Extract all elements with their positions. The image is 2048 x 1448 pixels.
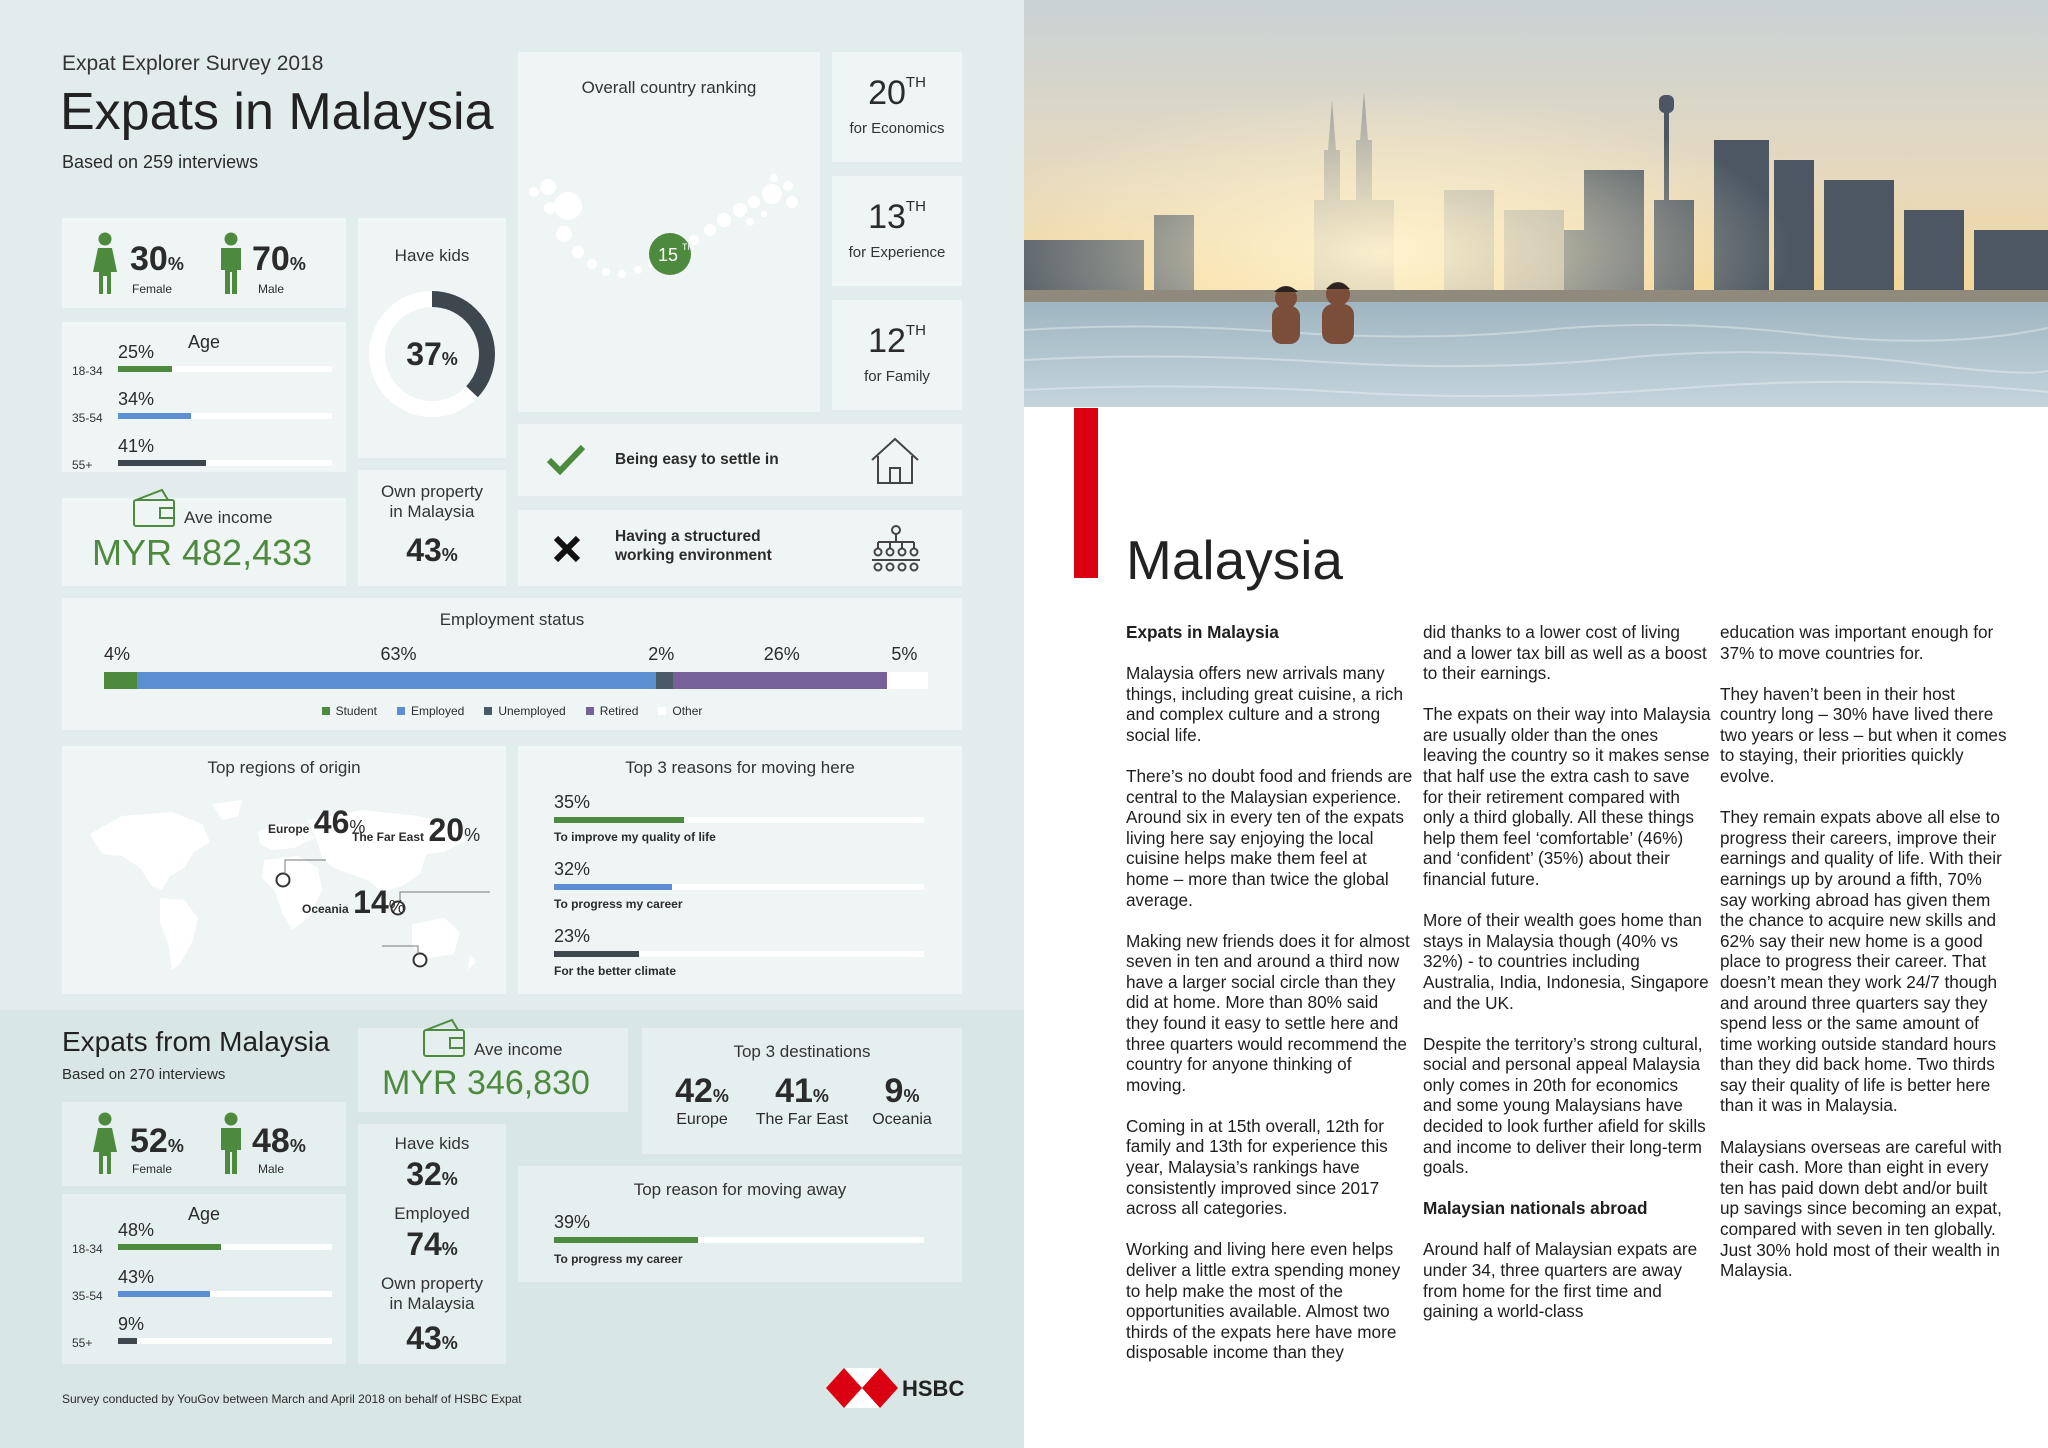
destination-name: Europe — [676, 1111, 728, 1128]
region-europe-value: 46 — [313, 804, 350, 840]
employment-value: 26% — [763, 644, 800, 664]
hsbc-text: HSBC — [902, 1376, 965, 1401]
age-value: 43% — [118, 1267, 155, 1287]
property-value: 43 — [406, 532, 442, 568]
regions-card: Top regions of origin Europe 46% The Far East 20% Oceania 14% — [62, 746, 506, 994]
region-europe-label: Europe — [268, 822, 310, 836]
age-value: 9% — [118, 1314, 145, 1334]
destinations-card — [642, 1028, 962, 1154]
kids-label: Have kids — [394, 246, 470, 265]
ranking-suffix: TH — [682, 242, 694, 252]
employment-value: 4% — [104, 644, 131, 664]
from-age-card — [62, 1194, 346, 1364]
female-icon — [90, 1112, 120, 1176]
employment-value: 63% — [380, 644, 417, 664]
away-title: Top reason for moving away — [633, 1180, 847, 1199]
from-income-value: MYR 346,830 — [382, 1064, 590, 1102]
legend-swatch — [397, 707, 405, 715]
legend-label: Other — [672, 704, 703, 718]
destination-name: Oceania — [872, 1111, 932, 1128]
legend-swatch — [322, 707, 330, 715]
income-label: Ave income — [184, 508, 273, 527]
male-label: Male — [258, 282, 285, 296]
away-bar — [554, 1237, 698, 1243]
settle-positive-card — [518, 424, 962, 496]
age-track — [118, 366, 332, 372]
employment-bar — [104, 672, 928, 689]
age-range: 35-54 — [72, 1289, 103, 1303]
property-label-2: in Malaysia — [389, 502, 475, 521]
article-column-2 — [1423, 622, 1711, 1342]
article-paragraph: Malaysians overseas are careful with their cash. More than eight in every ten has paid down debt and/or built up savings since becoming an expat, compared with seven in ten globally. Just 30% hold most of their wealth in Malaysia. — [1720, 1136, 2002, 1281]
destinations-title: Top 3 destinations — [733, 1042, 871, 1061]
rank-number — [832, 322, 962, 361]
rank-number — [832, 198, 962, 237]
from-interviews: Based on 270 interviews — [62, 1066, 226, 1083]
region-fareast-label: The Far East — [352, 830, 425, 844]
reason-value: 32% — [554, 859, 591, 879]
age-title: Age — [188, 332, 221, 352]
legend-swatch — [586, 707, 594, 715]
rank-card — [832, 176, 962, 286]
house-icon — [868, 436, 922, 486]
rank-label: for Family — [864, 368, 930, 385]
article-paragraph: Working and living here even helps deliver a little extra spending money to help make the most of the opportunities available. Almost two thirds of the expats here have more disposable income than they — [1126, 1239, 1401, 1363]
from-employed-label: Employed — [394, 1204, 470, 1223]
legend-label: Unemployed — [498, 704, 566, 718]
kids-card: Have kids 37% — [358, 218, 506, 458]
rank-card — [832, 52, 962, 162]
age-bar — [118, 1244, 221, 1250]
survey-label: Expat Explorer Survey 2018 — [62, 52, 324, 75]
page-title: Expats in Malaysia — [60, 83, 494, 141]
regions-title: Top regions of origin — [207, 758, 361, 777]
employment-segment — [104, 672, 137, 689]
reason-track — [554, 817, 924, 823]
legend-label: Retired — [599, 704, 639, 718]
income-value: MYR 482,433 — [92, 532, 313, 573]
article-subheading: Expats in Malaysia — [1126, 622, 1279, 642]
from-female-label: Female — [132, 1162, 173, 1176]
age-track — [118, 1338, 332, 1344]
reason-track — [554, 884, 924, 890]
age-bar — [118, 460, 206, 466]
rank-number-value: 20 — [868, 74, 906, 112]
reason-label: For the better climate — [554, 964, 677, 978]
age-range: 55+ — [72, 1336, 93, 1350]
article-paragraph: Making new friends does it for almost seven in ten and around a third now have a larger social circle than they did at home. More than 80% said they found it easy to settle here and three quarters would recommend the country for anyone thinking of moving. — [1126, 930, 1410, 1095]
destination: 9% Oceania — [852, 1072, 952, 1129]
from-property-label-2: in Malaysia — [389, 1294, 475, 1313]
article-paragraph: education was important enough for 37% to move countries for. — [1720, 622, 1994, 663]
employment-legend — [62, 704, 962, 718]
legend-swatch — [658, 707, 666, 715]
employment-value: 2% — [648, 644, 675, 664]
age-range: 18-34 — [72, 1242, 103, 1256]
destination-value: 42 — [675, 1072, 713, 1110]
age-range: 55+ — [72, 458, 93, 472]
male-pct: 70 — [252, 240, 290, 278]
gender-card: 30% Female 70% Male — [62, 218, 346, 308]
from-female-pct: 52 — [130, 1122, 168, 1160]
age-track — [118, 1291, 332, 1297]
female-label: Female — [132, 282, 173, 296]
ranking-label: Overall country ranking — [581, 78, 757, 97]
away-track — [554, 1237, 924, 1243]
article-heading: Malaysia — [1126, 529, 1344, 591]
accent-bar — [1074, 408, 1098, 578]
rank-suffix: TH — [905, 74, 926, 91]
kids-value: 37 — [406, 336, 442, 372]
settle-negative-card — [518, 510, 962, 586]
hsbc-hexagon-icon — [826, 1368, 898, 1408]
from-age-title: Age — [188, 1204, 221, 1224]
rank-number — [832, 74, 962, 113]
ranking-dot-curve — [528, 172, 810, 352]
destination-name: The Far East — [755, 1111, 849, 1128]
reason-bar — [554, 817, 684, 823]
footer-note: Survey conducted by YouGov between March and April 2018 on behalf of HSBC Expat — [62, 1392, 522, 1406]
income-card — [62, 498, 346, 586]
article-paragraph: Malaysia offers new arrivals many things, including great cuisine, a rich and complex culture and a strong social life. — [1126, 663, 1404, 745]
article-paragraph: There’s no doubt food and friends are central to the Malaysian experience. Around six in every ten of the expats living here say enjoying the local cuisine helps make them feel at home – more than twice the global average. — [1126, 765, 1413, 910]
reason-bar — [554, 951, 639, 957]
employment-segment — [137, 672, 656, 689]
age-card — [62, 322, 346, 472]
article-paragraph: Despite the territory’s strong cultural, social and personal appeal Malaysia only comes in 20th for economics and some young Malaysians have decided to look further afield for skills and income to deliver their long-term goals. — [1423, 1033, 1706, 1178]
article-paragraph: More of their wealth goes home than stays in Malaysia though (40% vs 32%) - to countries including Australia, India, Indonesia, Singapore and the UK. — [1423, 910, 1709, 1013]
region-oceania-value: 14 — [353, 884, 389, 920]
destination: 41% The Far East — [752, 1072, 852, 1129]
article-paragraph: They remain expats above all else to progress their careers, improve their earnings and quality of life. With their earnings up by around a fifth, 70% say working abroad has given them the chance to acquire new skills and 62% say their new home is a good place to progress their career. That doesn’t mean they work 24/7 though and around three quarters say they spend less or the same amount of time working outside standard hours than they did back home. Two thirds say their quality of life is better here than it was in Malaysia. — [1720, 807, 2002, 1116]
reasons-card — [518, 746, 962, 994]
legend-item — [586, 704, 639, 718]
rank-suffix: TH — [905, 322, 926, 339]
age-value: 48% — [118, 1220, 155, 1240]
from-male-pct: 48 — [252, 1122, 290, 1160]
settle-positive-text: Being easy to settle in — [615, 451, 779, 468]
employment-title: Employment status — [439, 610, 585, 629]
rank-card — [832, 300, 962, 410]
region-oceania-label: Oceania — [302, 902, 349, 916]
employment-value: 5% — [891, 644, 918, 664]
reason-value: 23% — [554, 926, 591, 946]
article-paragraph: Coming in at 15th overall, 12th for family and 13th for experience this year, Malaysia’s rankings have consistently improved since 2017 across all categories. — [1126, 1115, 1388, 1219]
age-track — [118, 413, 332, 419]
employment-segment — [673, 672, 887, 689]
rank-label: for Economics — [849, 120, 945, 137]
from-kids-label: Have kids — [394, 1134, 470, 1153]
reason-label: To progress my career — [554, 897, 683, 911]
from-property-label-1: Own property — [380, 1274, 484, 1293]
away-label: To progress my career — [554, 1252, 683, 1266]
ranking-position: 15 — [657, 245, 679, 265]
article-paragraph: Around half of Malaysian expats are under 34, three quarters are away from home for the first time and gaining a world-class — [1423, 1239, 1698, 1322]
article-paragraph: They haven’t been in their host country long – 30% have lived there two years or less – but when it comes to staying, their priorities quickly evolve. — [1720, 683, 2007, 787]
settle-negative-line-1: Having a structured — [615, 528, 761, 545]
legend-label: Employed — [410, 704, 465, 718]
employment-segment — [887, 672, 928, 689]
article-subheading: Malaysian nationals abroad — [1423, 1198, 1648, 1219]
from-kids-value: 32 — [406, 1156, 442, 1192]
age-value: 34% — [118, 389, 155, 409]
male-icon — [218, 232, 244, 296]
age-range: 35-54 — [72, 411, 103, 425]
hsbc-logo — [826, 1368, 965, 1408]
settle-negative-line-2: working environment — [615, 547, 772, 564]
away-card — [518, 1166, 962, 1282]
age-bar — [118, 1291, 210, 1297]
age-bar — [118, 366, 172, 372]
rank-number-value: 12 — [868, 322, 906, 360]
reasons-title: Top 3 reasons for moving here — [625, 758, 855, 777]
legend-item — [397, 704, 464, 718]
legend-item — [322, 704, 377, 718]
article-paragraph: did thanks to a lower cost of living and a lower tax bill as well as a boost to their earnings. — [1423, 622, 1707, 684]
age-value: 25% — [118, 342, 155, 362]
legend-swatch — [484, 707, 492, 715]
age-bar — [118, 413, 191, 419]
from-male-label: Male — [258, 1162, 285, 1176]
region-fareast-value: 20 — [428, 812, 465, 848]
reason-value: 35% — [554, 792, 591, 812]
from-title: Expats from Malaysia — [62, 1026, 330, 1057]
reason-label: To improve my quality of life — [554, 830, 716, 844]
reason-track — [554, 951, 924, 957]
property-label-1: Own property — [380, 482, 484, 501]
age-range: 18-34 — [72, 364, 103, 378]
age-track — [118, 1244, 332, 1250]
legend-item — [658, 704, 702, 718]
wallet-icon — [132, 488, 178, 528]
ranking-card — [518, 52, 820, 412]
wallet-icon — [422, 1018, 468, 1058]
article-column-1 — [1126, 622, 1414, 1383]
age-track — [118, 460, 332, 466]
from-stats-card: Have kids 32% Employed 74% Own property in Malaysia 43% — [358, 1124, 506, 1364]
article-paragraph: The expats on their way into Malaysia are usually older than the ones leaving the country so it makes sense that half use the extra cash to save for their retirement compared with only a third globally. All these things help them feel ‘comfortable’ (46%) and ‘confident’ (35%) about their financial future. — [1423, 704, 1711, 890]
from-income-label: Ave income — [474, 1040, 563, 1059]
away-value: 39% — [554, 1212, 591, 1232]
female-icon — [90, 232, 120, 296]
cross-icon — [552, 534, 582, 564]
age-value: 41% — [118, 436, 155, 456]
legend-label: Student — [335, 704, 377, 718]
interviews-note: Based on 259 interviews — [62, 152, 259, 172]
rank-suffix: TH — [905, 198, 926, 215]
org-chart-icon — [868, 524, 924, 574]
destination: 42% Europe — [652, 1072, 752, 1129]
checkmark-icon — [546, 444, 586, 476]
article-column-3 — [1720, 622, 2010, 1301]
rank-label: for Experience — [848, 244, 946, 261]
age-bar — [118, 1338, 137, 1344]
from-employed-value: 74 — [406, 1226, 442, 1262]
male-icon — [218, 1112, 244, 1176]
from-income-card — [358, 1028, 628, 1112]
female-pct: 30 — [130, 240, 168, 278]
from-property-value: 43 — [406, 1320, 442, 1356]
from-gender-card: 52% Female 48% Male — [62, 1102, 346, 1186]
kuala-lumpur-skyline-photo — [1024, 0, 2048, 407]
property-card: Own property in Malaysia 43% — [358, 470, 506, 586]
destination-value: 9 — [884, 1072, 904, 1110]
reason-bar — [554, 884, 672, 890]
employment-segment — [656, 672, 673, 689]
destination-value: 41 — [775, 1072, 813, 1110]
employment-card — [62, 598, 962, 730]
rank-number-value: 13 — [868, 198, 906, 236]
legend-item — [484, 704, 565, 718]
